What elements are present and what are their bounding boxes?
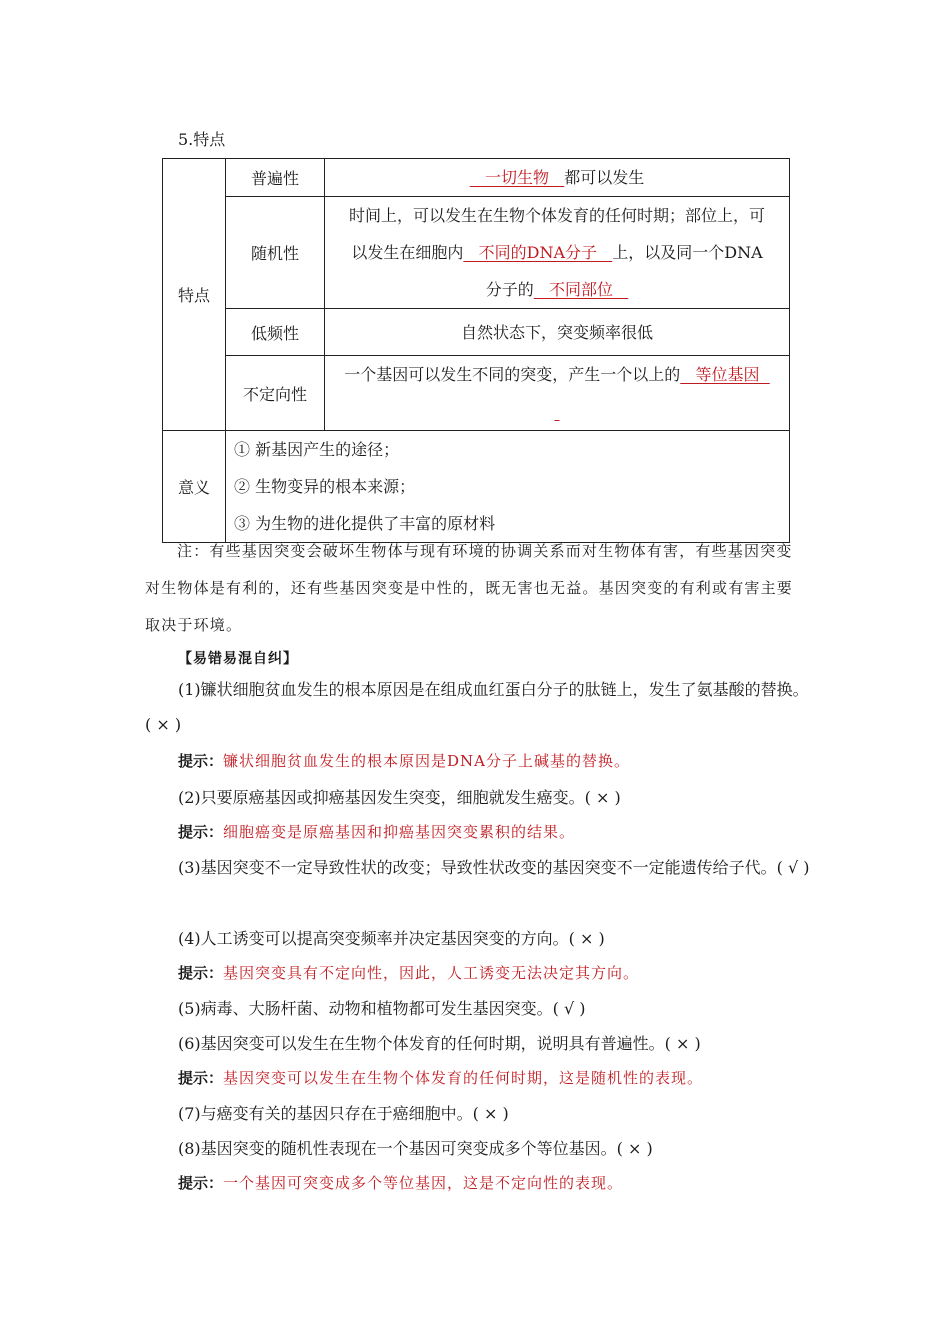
row-label-nondirectional: 不定向性: [226, 356, 325, 431]
statement-item: (5)病毒、大肠杆菌、动物和植物都可发生基因突变。( √ ): [178, 999, 586, 1018]
row-label-low-frequency: 低频性: [226, 309, 325, 356]
statement-item: (4)人工诱变可以提高突变频率并决定基因突变的方向。( × ): [178, 929, 605, 948]
significance-item: ① 新基因产生的途径；: [234, 440, 400, 459]
significance-cell: [226, 431, 790, 543]
row-label-randomness: 随机性: [226, 197, 325, 309]
hint-line: 提示：镰状细胞贫血发生的根本原因是DNA分子上碱基的替换。: [178, 752, 631, 770]
statement-item: (8)基因突变的随机性表现在一个基因可突变成多个等位基因。( × ): [178, 1139, 653, 1158]
note-paragraph: 注：有些基因突变会破坏生物体与现有环境的协调关系而对生物体有害，有些基因突变对生物体是有利的，还有些基因突变是中性的，既无害也无益。基因突变的有利或有害主要取决于环境。: [145, 542, 794, 634]
hint-line: 提示：基因突变具有不定向性，因此，人工诱变无法决定其方向。: [178, 964, 640, 982]
blank-answer: 不同的DNA分子: [463, 243, 613, 262]
statement-item: (3)基因突变不一定导致性状的改变；导致性状改变的基因突变不一定能遗传给子代。( √ ): [178, 858, 810, 877]
section-title: 【易错易混自纠】: [178, 651, 298, 667]
statement-item: (7)与癌变有关的基因只存在于癌细胞中。( × ): [178, 1104, 509, 1123]
blank-answer: 等位基因: [680, 365, 770, 384]
blank-answer: 一切生物: [469, 168, 565, 187]
significance-item: ③ 为生物的进化提供了丰富的原材料: [234, 514, 496, 533]
hint-line: 提示：基因突变可以发生在生物个体发育的任何时期，这是随机性的表现。: [178, 1069, 704, 1087]
row-desc-nondirectional: 一个基因可以发生不同的突变，产生一个以上的 等位基因: [325, 356, 790, 431]
section-heading: 5.特点: [178, 130, 226, 149]
significance-main-label: 意义: [163, 431, 226, 543]
blank-answer: 不同部位: [533, 280, 629, 299]
row-desc-low-frequency: 自然状态下，突变频率很低: [325, 309, 790, 356]
statement-item: (6)基因突变可以发生在生物个体发育的任何时期，说明具有普遍性。( × ): [178, 1034, 701, 1053]
hint-line: 提示：一个基因可突变成多个等位基因，这是不定向性的表现。: [178, 1174, 624, 1192]
row-desc-universality: 一切生物 都可以发生: [325, 159, 790, 197]
statement-item: (2)只要原癌基因或抑癌基因发生突变，细胞就发生癌变。( × ): [178, 788, 621, 807]
features-main-label: 特点: [163, 159, 226, 431]
significance-item: ② 生物变异的根本来源；: [234, 477, 416, 496]
row-desc-randomness: 时间上，可以发生在生物个体发育的任何时期；部位上，可 以发生在细胞内 不同的DNA分子 上，以及同一个DNA 分子的 不同部位: [325, 197, 790, 309]
statement-item: (1)镰状细胞贫血发生的根本原因是在组成血红蛋白分子的肽链上，发生了氨基酸的替换。( × ): [145, 680, 809, 734]
features-table: [162, 158, 790, 543]
hint-line: 提示：细胞癌变是原癌基因和抑癌基因突变累积的结果。: [178, 823, 576, 841]
row-label-universality: 普遍性: [226, 159, 325, 197]
